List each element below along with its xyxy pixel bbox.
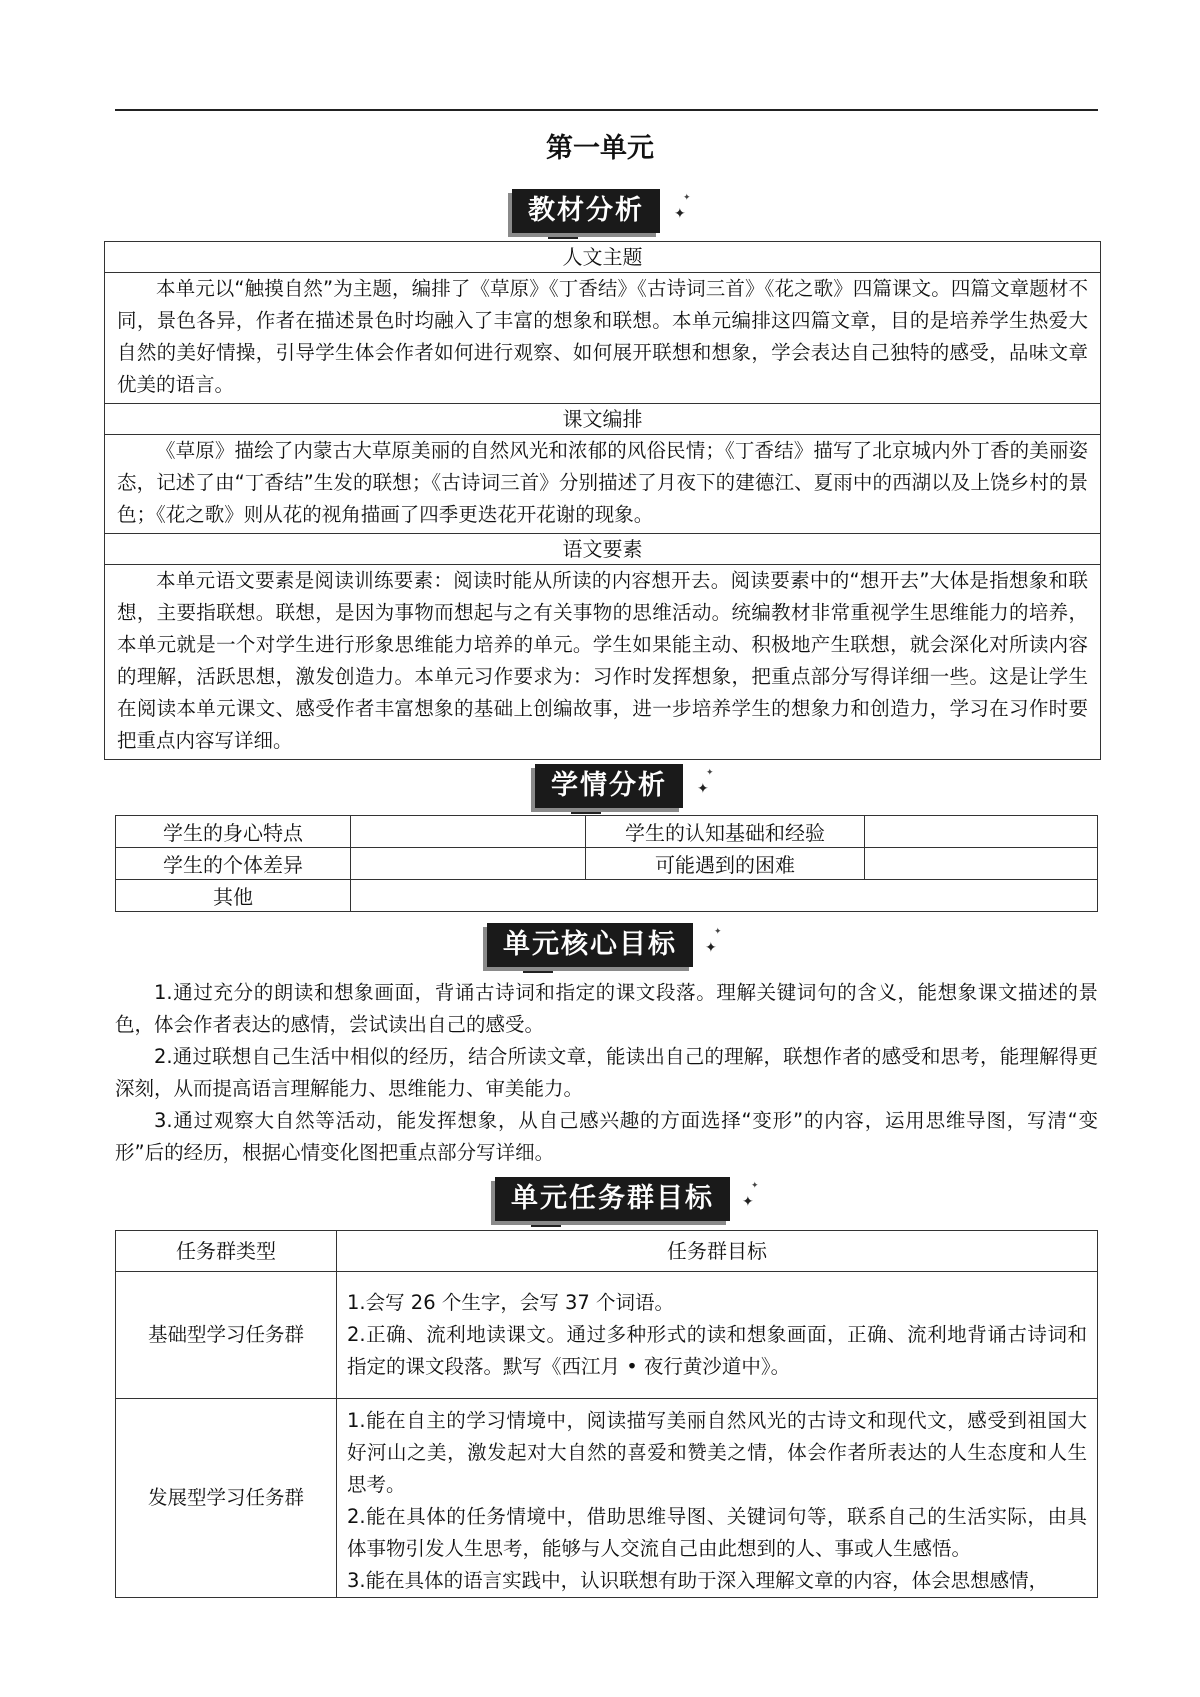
learning-analysis-table	[115, 815, 1098, 912]
arrange-text: 《草原》描绘了内蒙古大草原美丽的自然风光和浓郁的风俗民情；《丁香结》描写了北京城内外丁香的美丽姿态，记述了由“丁香结”生发的联想；《古诗词三首》分别描述了月夜下的建德江、夏雨中的西湖以及上饶乡村的景色；《花之歌》则从花的视角描画了四季更迭花开花谢的现象。	[105, 435, 1100, 534]
table-cell-empty	[351, 880, 1098, 912]
section-title: 单元任务群目标	[495, 1177, 730, 1221]
section-banner-task-goals	[495, 1177, 765, 1235]
table-cell-empty	[865, 848, 1098, 880]
table-cell-label: 可能遇到的困难	[586, 848, 865, 880]
task-goals-table	[115, 1230, 1098, 1598]
task-goal-item: 1.能在自主的学习情境中，阅读描写美丽自然风光的古诗文和现代文，感受到祖国大好河山之美，激发起对大自然的喜爱和赞美之情，体会作者所表达的人生态度和人生思考。	[347, 1409, 1087, 1496]
section-title: 教材分析	[512, 189, 660, 233]
theme-text: 本单元以“触摸自然”为主题，编排了《草原》《丁香结》《古诗词三首》《花之歌》四篇课文。四篇文章题材不同，景色各异，作者在描述景色时均融入了丰富的想象和联想。本单元编排这四篇文章，目的是培养学生热爱大自然的美好情操，引导学生体会作者如何进行观察、如何展开联想和想象，学会表达自己独特的感受，品味文章优美的语言。	[105, 273, 1100, 404]
table-header-row	[116, 1231, 1098, 1272]
banner-underline	[548, 237, 578, 239]
sparkle-icon: ✦	[742, 1194, 754, 1210]
sparkle-icon: ✦	[697, 781, 709, 797]
task-type-cell: 发展型学习任务群	[116, 1399, 337, 1598]
sparkle-icon: ✦	[714, 927, 722, 937]
table-row	[116, 1272, 1098, 1399]
elements-header: 语文要素	[105, 534, 1100, 565]
table-cell-label: 学生的认知基础和经验	[586, 816, 865, 848]
task-goal-item: 3.能在具体的语言实践中，认识联想有助于深入理解文章的内容，体会思想感情，	[347, 1569, 1049, 1592]
sparkle-icon: ✦	[674, 206, 686, 222]
table-row	[116, 816, 1098, 848]
sparkle-icon: ✦	[683, 193, 691, 203]
top-rule	[115, 109, 1098, 111]
section-banner-core-goals	[487, 923, 727, 981]
theme-header: 人文主题	[105, 242, 1100, 273]
task-type-cell: 基础型学习任务群	[116, 1272, 337, 1399]
sparkle-icon: ✦	[705, 940, 717, 956]
task-goal-item: 2.能在具体的任务情境中，借助思维导图、关键词句等，联系自己的生活实际，由具体事物引发人生思考，能够与人交流自己由此想到的人、事或人生感悟。	[347, 1505, 1087, 1560]
elements-text: 本单元语文要素是阅读训练要素：阅读时能从所读的内容想开去。阅读要素中的“想开去”大体是指想象和联想，主要指联想。联想，是因为事物而想起与之有关事物的思维活动。统编教材非常重视学生思维能力的培养，本单元就是一个对学生进行形象思维能力培养的单元。学生如果能主动、积极地产生联想，就会深化对所读内容的理解，活跃思想，激发创造力。本单元习作要求为：习作时发挥想象，把重点部分写得详细一些。这是让学生在阅读本单元课文、感受作者丰富想象的基础上创编故事，进一步培养学生的想象力和创造力，学习在习作时要把重点内容写详细。	[117, 569, 1088, 752]
task-goal-cell	[337, 1399, 1098, 1598]
core-goal-item: 2.通过联想自己生活中相似的经历，结合所读文章，能读出自己的理解，联想作者的感受和思考，能理解得更深刻，从而提高语言理解能力、思维能力、审美能力。	[115, 1045, 1098, 1100]
core-goal-item: 3.通过观察大自然等活动，能发挥想象，从自己感兴趣的方面选择“变形”的内容，运用思维导图，写清“变形”后的经历，根据心情变化图把重点部分写详细。	[115, 1109, 1098, 1164]
table-cell-empty	[865, 816, 1098, 848]
table-cell-empty	[351, 816, 586, 848]
core-goals-list	[115, 977, 1098, 1169]
table-row	[116, 848, 1098, 880]
table-cell-label: 学生的身心特点	[116, 816, 351, 848]
task-goal-item: 1.会写 26 个生字，会写 37 个词语。	[347, 1291, 675, 1314]
task-goal-cell	[337, 1272, 1098, 1399]
table-row	[116, 880, 1098, 912]
table-row	[116, 1399, 1098, 1598]
section-title: 单元核心目标	[487, 923, 693, 967]
banner-underline	[523, 971, 553, 973]
sparkle-icon: ✦	[706, 768, 714, 778]
textbook-analysis-box	[104, 241, 1101, 760]
sparkle-icon: ✦	[751, 1181, 759, 1191]
section-title: 学情分析	[535, 764, 683, 808]
banner-underline	[531, 1225, 561, 1227]
table-cell-label: 学生的个体差异	[116, 848, 351, 880]
column-header-type: 任务群类型	[116, 1231, 337, 1272]
arrange-header: 课文编排	[105, 404, 1100, 435]
section-banner-textbook-analysis	[512, 189, 712, 247]
table-cell-label: 其他	[116, 880, 351, 912]
column-header-goal: 任务群目标	[337, 1231, 1098, 1272]
section-banner-learning-analysis	[535, 764, 735, 822]
core-goal-item: 1.通过充分的朗读和想象画面，背诵古诗词和指定的课文段落。理解关键词句的含义，能想象课文描述的景色，体会作者表达的感情，尝试读出自己的感受。	[115, 981, 1098, 1036]
task-goal-item: 2.正确、流利地读课文。通过多种形式的读和想象画面，正确、流利地背诵古诗词和指定的课文段落。默写《西江月 • 夜行黄沙道中》。	[347, 1323, 1087, 1378]
unit-title: 第一单元	[546, 133, 654, 164]
banner-underline	[571, 812, 601, 814]
table-cell-empty	[351, 848, 586, 880]
